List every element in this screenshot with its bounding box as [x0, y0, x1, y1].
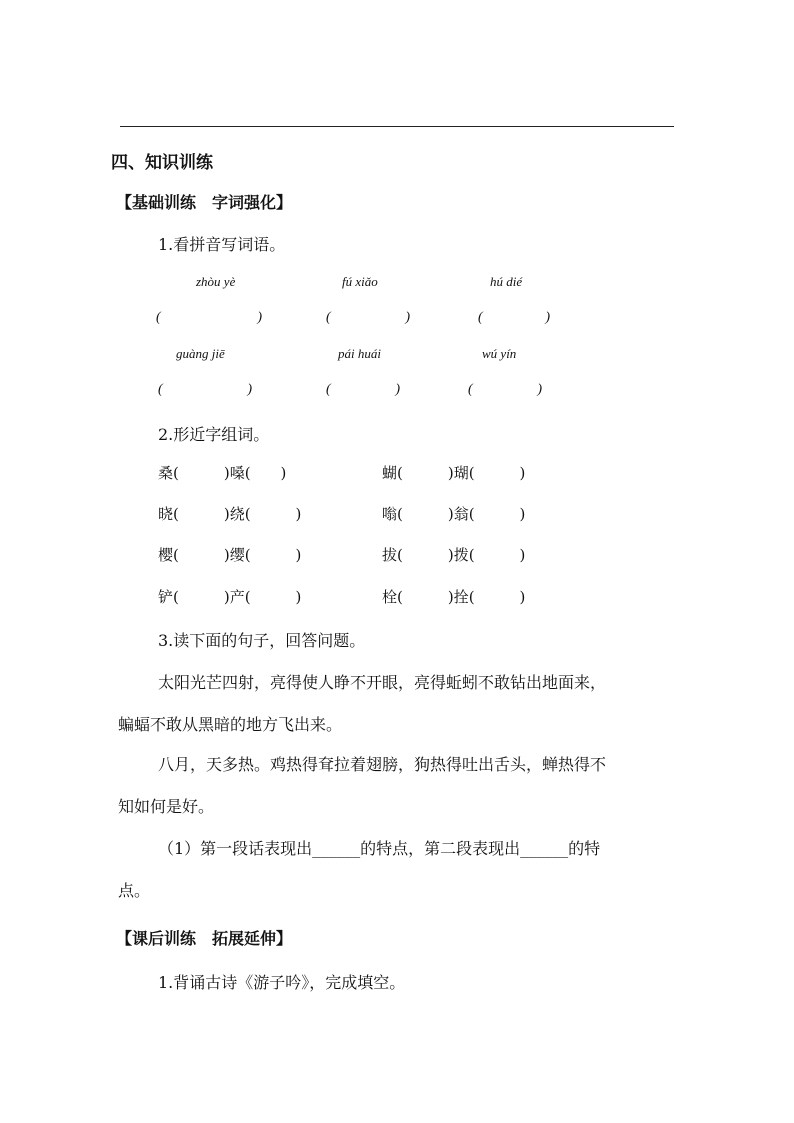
char-pair-group[interactable]: 栓( )拴( ): [382, 588, 526, 606]
q1-title: 1.看拼音写词语。: [158, 235, 286, 254]
after-class-header: 【课后训练 拓展延伸】: [116, 929, 293, 948]
sub-question-1-line-2: 点。: [118, 881, 151, 900]
char-pair-group[interactable]: 樱( )缨( ): [158, 546, 302, 564]
sub-question-1-line-1[interactable]: （1）第一段话表现出______的特点，第二段表现出______的特: [158, 839, 601, 858]
passage-2-line-2: 知如何是好。: [118, 797, 215, 816]
q3-title: 3.读下面的句子，回答问题。: [158, 631, 366, 650]
basic-training-header: 【基础训练 字词强化】: [116, 193, 293, 212]
char-pair-group[interactable]: 拔( )拨( ): [382, 546, 526, 564]
char-pair-group[interactable]: 蝴( )瑚( ): [382, 464, 526, 482]
pinyin-zhou-ye: zhòu yè: [196, 274, 236, 289]
section-title: 四、知识训练: [111, 153, 213, 173]
pinyin-pai-huai: pái huái: [338, 346, 381, 361]
q2-title: 2.形近字组词。: [158, 425, 270, 444]
header-rule: [120, 126, 674, 127]
char-pair-group[interactable]: 嗡( )翁( ): [382, 505, 526, 523]
pinyin-guang-jie: guàng jiē: [176, 346, 225, 361]
char-pair-group[interactable]: 晓( )绕( ): [158, 505, 302, 523]
pinyin-fu-xiao: fú xiǎo: [342, 274, 378, 289]
char-pair-group[interactable]: 铲( )产( ): [158, 588, 302, 606]
pinyin-hu-die: hú dié: [490, 274, 523, 289]
passage-2-line-1: 八月，天多热。鸡热得耷拉着翅膀，狗热得吐出舌头，蝉热得不: [158, 755, 607, 774]
passage-1-line-1: 太阳光芒四射，亮得使人睁不开眼，亮得蚯蚓不敢钻出地面来，: [158, 673, 607, 692]
passage-1-line-2: 蝙蝠不敢从黑暗的地方飞出来。: [118, 715, 343, 734]
pinyin-wu-yin: wú yín: [482, 346, 517, 361]
char-pair-group[interactable]: 桑( )嗓( ): [158, 464, 287, 482]
after-q1-title: 1.背诵古诗《游子吟》，完成填空。: [158, 973, 406, 992]
